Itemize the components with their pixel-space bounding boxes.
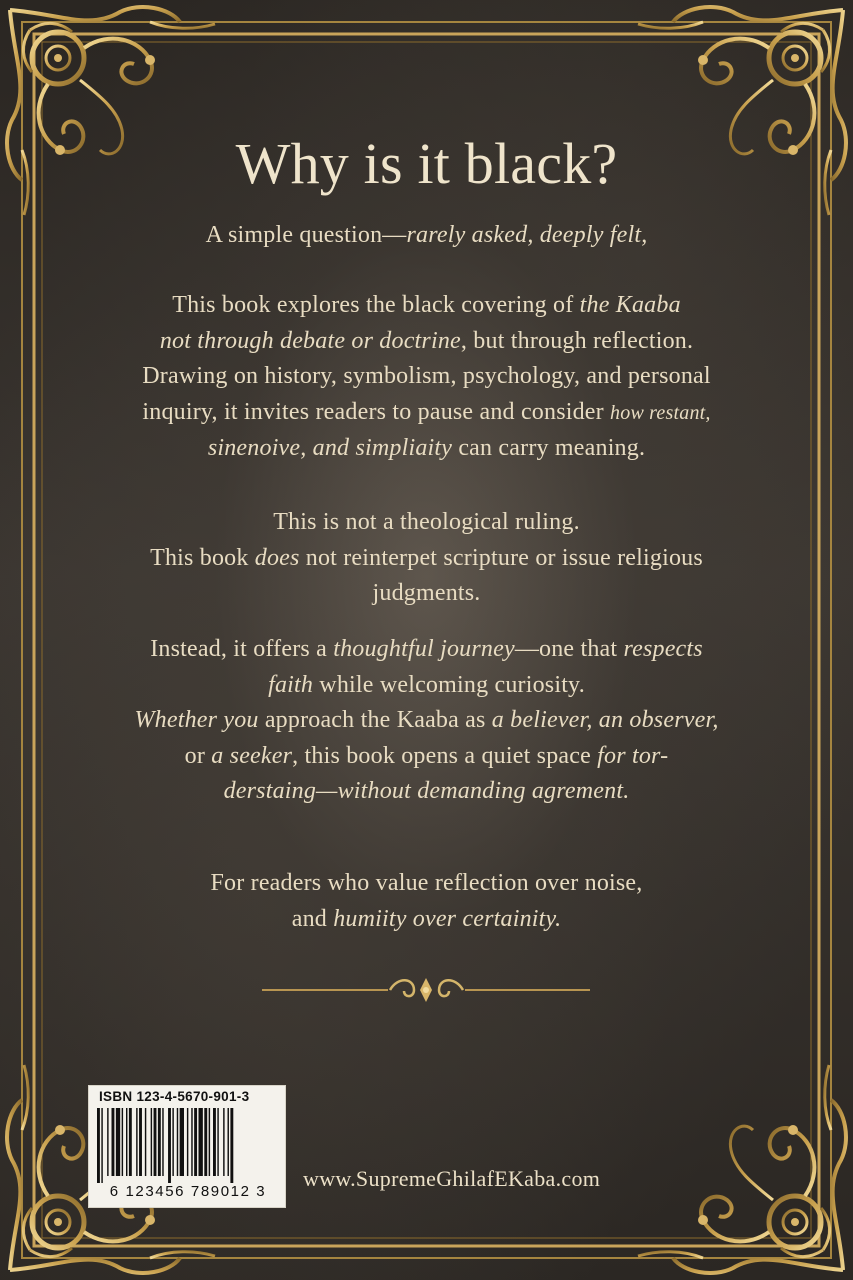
para2-line3: judgments.: [372, 580, 481, 606]
barcode-bar: [177, 1108, 178, 1176]
closing-line2a: and: [291, 905, 334, 932]
intro-italic: rarely asked, deeply felt,: [406, 222, 648, 248]
barcode-bar: [228, 1108, 229, 1176]
paragraph-disclaimer: [0, 505, 853, 612]
para3-line2: while welcoming curiosity.: [313, 671, 585, 698]
divider-ornament: [262, 978, 590, 1002]
para1-line5-italic: sinenoive, and simpliaity: [207, 435, 453, 461]
barcode-bar: [168, 1108, 171, 1184]
para3-line1-italic2: respects: [623, 636, 703, 662]
barcode-bar: [223, 1108, 224, 1176]
para3-line5-italic: derstaing: [223, 778, 317, 804]
barcode-bar: [126, 1108, 127, 1176]
isbn-label: ISBN 123-4-5670-901-3: [99, 1089, 250, 1104]
para3-line4a: or: [184, 742, 212, 769]
para3-line4-italic2: for tor-: [597, 742, 669, 769]
para3-line1-italic: thoughtful journey: [333, 636, 515, 662]
para3-line3-italic: Whether you: [134, 707, 265, 733]
barcode-bar: [172, 1108, 173, 1176]
barcode-bar: [158, 1108, 161, 1176]
para2-line2a: This book: [150, 544, 255, 571]
para2-line2c: not reinterpet scripture or issue religious: [299, 544, 703, 571]
barcode-bar: [139, 1108, 142, 1176]
barcode-bar: [213, 1108, 216, 1176]
para1-line5: can carry meaning.: [452, 435, 646, 461]
para1-line3: Drawing on history, symbolism, psychology, and personal: [142, 363, 711, 389]
intro-text: A simple question—: [205, 222, 407, 248]
barcode-bar: [145, 1108, 146, 1176]
intro-line: [0, 218, 853, 254]
barcode-bar: [217, 1108, 218, 1176]
barcode-bar: [209, 1108, 210, 1176]
paragraph-description: [0, 288, 853, 467]
barcode-bar: [199, 1108, 203, 1176]
barcode-bar: [136, 1108, 137, 1176]
barcode-bar: [191, 1108, 192, 1176]
closing-lines: [0, 866, 853, 937]
barcode-digits: 6 123456 789012 3: [95, 1183, 281, 1200]
para1-line4-italic: how restant,: [610, 401, 711, 424]
para1-line4: inquiry, it invites readers to pause and consider: [142, 398, 611, 425]
para3-line1a: Instead, it offers a: [150, 636, 334, 662]
para3-line5-italic2: —without demanding agrement.: [316, 778, 630, 804]
barcode-bar: [162, 1108, 163, 1176]
closing-line2-italic: humiity over certainity.: [333, 905, 562, 932]
barcode-bar: [112, 1108, 115, 1176]
para3-line1c: —one that: [514, 636, 624, 662]
barcode-bar: [151, 1108, 152, 1176]
barcode-bar: [154, 1108, 157, 1176]
barcode-bars: [97, 1108, 277, 1184]
barcode-bar: [204, 1108, 207, 1176]
website-url: www.SupremeGhilafEKaba.com: [303, 1166, 601, 1191]
para1-line1-italic: the Kaaba: [579, 292, 681, 318]
barcode-bar: [97, 1108, 100, 1184]
closing-line1: For readers who value reflection over noise,: [210, 870, 643, 896]
barcode-bar: [180, 1108, 184, 1176]
para1-line2-italic: not through debate or doctrine: [159, 327, 461, 354]
para2-line2-italic: does: [254, 544, 300, 571]
barcode-bar: [116, 1108, 120, 1176]
para2-line1: This is not a theological ruling.: [273, 509, 580, 535]
para3-line2-italic: faith: [268, 671, 314, 698]
isbn-barcode: [88, 1085, 286, 1208]
barcode-bar: [194, 1108, 197, 1176]
para1-line2: , but through reflection.: [460, 327, 694, 354]
para3-line3c: the Kaaba as: [354, 707, 492, 733]
para3-line3b: approach: [264, 707, 355, 733]
para1-line1: This book explores the black covering of: [172, 292, 580, 318]
para3-line4c: , this book opens a quiet space: [292, 742, 598, 769]
barcode-bar: [129, 1108, 132, 1176]
barcode-bar: [101, 1108, 102, 1184]
para3-line4-italic: a seeker: [211, 742, 293, 769]
barcode-bar: [122, 1108, 123, 1176]
para3-line3-italic2: a believer, an observer,: [491, 707, 719, 733]
barcode-bar: [107, 1108, 108, 1176]
barcode-bar: [230, 1108, 233, 1184]
barcode-bar: [187, 1108, 188, 1176]
page-title: Why is it black?: [235, 131, 618, 196]
paragraph-journey: [0, 632, 853, 810]
